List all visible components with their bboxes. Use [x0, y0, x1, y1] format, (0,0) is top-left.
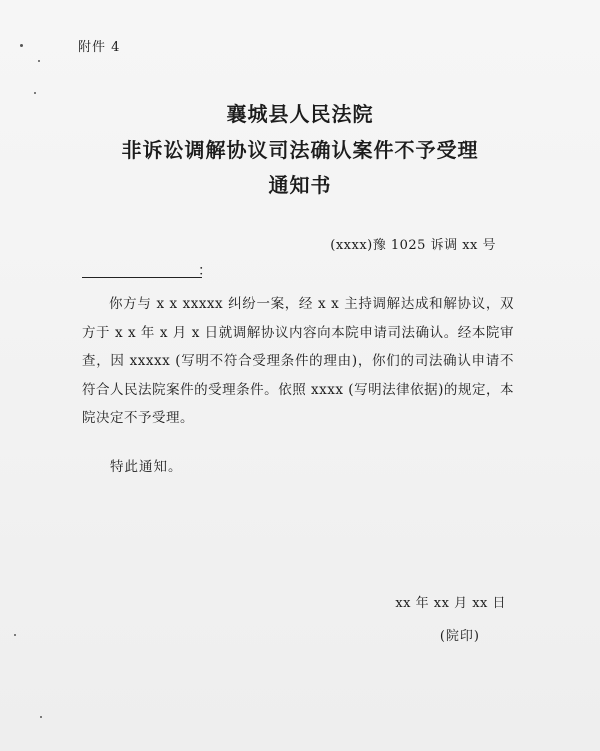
document-title-suffix: 通知书 [268, 173, 332, 197]
addressee-underline [82, 277, 202, 278]
closing-line: 特此通知。 [110, 459, 183, 475]
scan-speck [34, 92, 36, 94]
attachment-label: 附件 4 [78, 40, 121, 55]
addressee-colon: ： [198, 263, 212, 279]
case-number: (xxxx)豫 1025 诉调 xx 号 [330, 238, 496, 253]
scan-speck [40, 716, 42, 718]
document-title: 非诉讼调解协议司法确认案件不予受理 [121, 138, 479, 162]
scan-speck [38, 60, 40, 62]
addressee-blank [82, 262, 212, 280]
court-name: 襄城县人民法院 [226, 102, 374, 126]
scan-speck [20, 44, 23, 47]
court-seal-label: (院印) [439, 629, 480, 644]
notice-paragraph: 你方与 x x xxxxx 纠纷一案，经 x x 主持调解达成和解协议，双方于 x x 年 x 月 x 日就调解协议内容向本院申请司法确认。经本院审查，因 xxxxx (写明不符合受理条件的理由)，你们的司法确认申请不符合人民法院案件的受理条件。依照 xxxx (写明法律依据)的规定，本院决定不予受理。 [82, 296, 514, 426]
scan-speck [14, 634, 16, 636]
issue-date: xx 年 xx 月 xx 日 [395, 596, 506, 611]
notice-body [82, 290, 514, 433]
